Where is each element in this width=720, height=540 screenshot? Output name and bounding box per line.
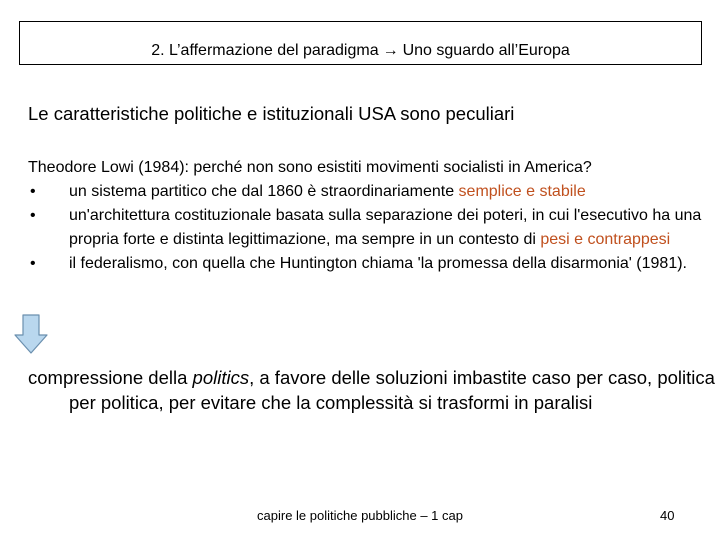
highlight-text: semplice e stabile bbox=[458, 183, 586, 200]
down-arrow-shape bbox=[15, 315, 47, 353]
page-number: 40 bbox=[660, 508, 675, 523]
body-block bbox=[28, 156, 708, 276]
bullet-item bbox=[28, 204, 708, 252]
title-box bbox=[19, 21, 702, 65]
footer-source: capire le politiche pubbliche – 1 cap bbox=[257, 508, 463, 523]
conclusion-text bbox=[28, 366, 720, 415]
bullet-text: un sistema partitico che dal 1860 è straordinariamente bbox=[69, 183, 459, 200]
conclusion-before: compressione della bbox=[28, 367, 193, 388]
bullet-icon: • bbox=[30, 207, 36, 224]
bullet-icon: • bbox=[30, 183, 36, 200]
bullet-text: un'architettura costituzionale basata sulla separazione dei poteri, in cui l'esecutivo ha una propria forte e distinta legittimazione, ma sempre in un contesto di bbox=[69, 207, 702, 248]
bullet-icon: • bbox=[30, 255, 36, 272]
title-right: Uno sguardo all’Europa bbox=[402, 42, 570, 59]
bullet-text: il federalismo, con quella che Huntington chiama 'la promessa della disarmonia' (1981). bbox=[69, 255, 687, 272]
conclusion-emphasis: politics bbox=[192, 367, 250, 388]
highlight-text: pesi e contrappesi bbox=[540, 231, 671, 248]
intro-line: Theodore Lowi (1984): perché non sono esistiti movimenti socialisti in America? bbox=[28, 159, 592, 176]
bullet-item bbox=[28, 252, 708, 276]
down-arrow-icon bbox=[14, 314, 48, 354]
subtitle: Le caratteristiche politiche e istituzionali USA sono peculiari bbox=[28, 103, 515, 124]
slide-title bbox=[20, 42, 701, 60]
bullet-item bbox=[28, 180, 708, 204]
title-left: 2. L’affermazione del paradigma bbox=[151, 42, 379, 59]
right-arrow-icon: → bbox=[382, 42, 399, 59]
conclusion-after: , a favore delle soluzioni imbastite caso per caso, politica per politica, per evitare che la complessità si trasformi in paralisi bbox=[69, 367, 715, 413]
